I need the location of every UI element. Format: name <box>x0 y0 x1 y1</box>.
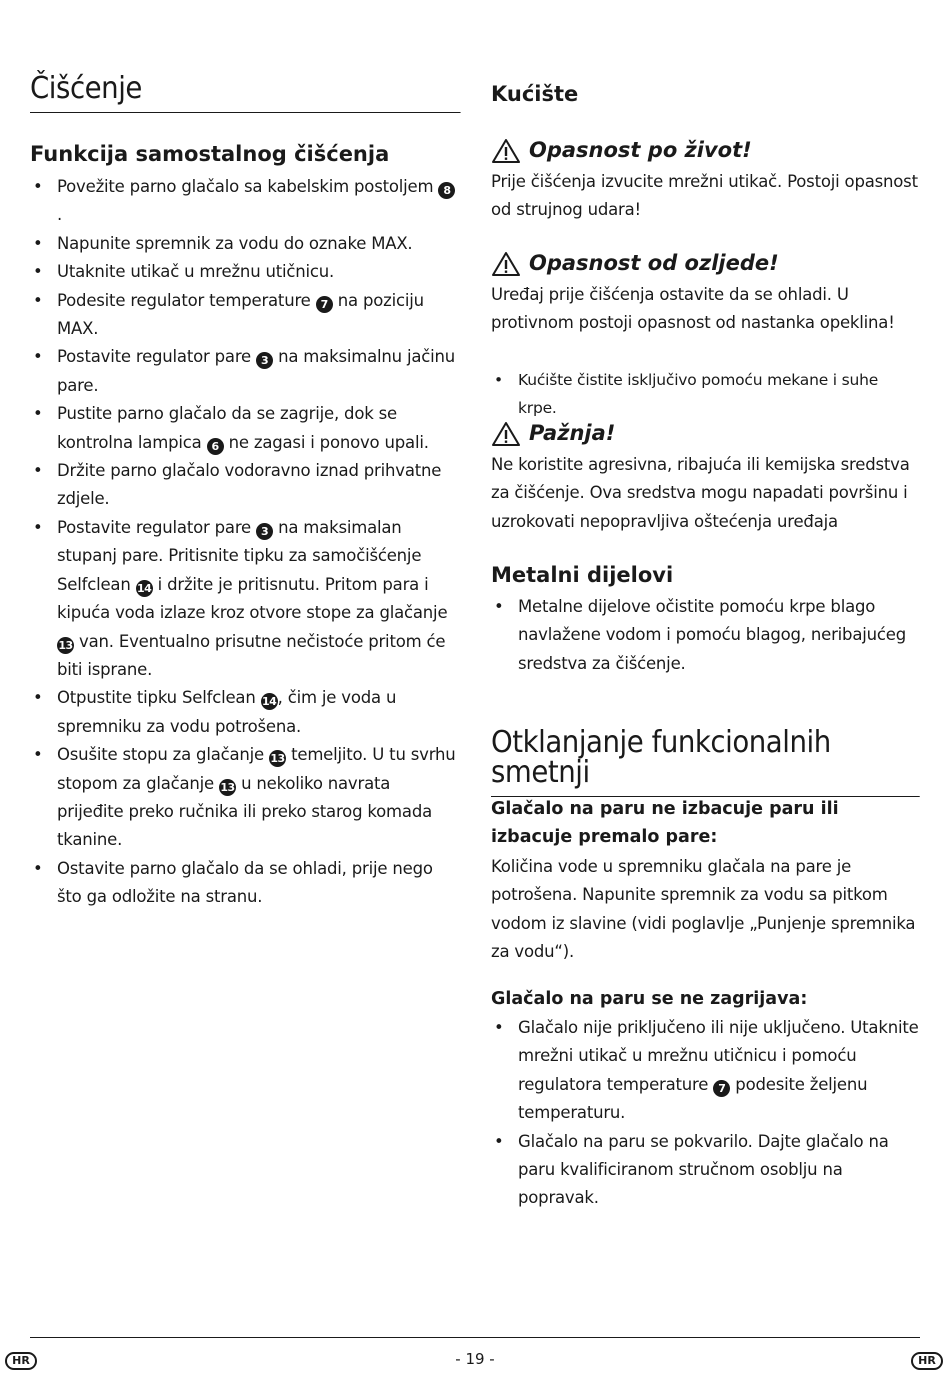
self-cleaning-list <box>30 173 458 912</box>
bullet: • <box>33 177 43 196</box>
list-item: • Glačalo na paru se pokvarilo. Dajte glačalo na paru kvalificiranom stručnom osoblju na popravak. <box>491 1128 920 1213</box>
list-item: • Utaknite utikač u mrežnu utičnicu. <box>30 258 458 286</box>
footer-divider <box>30 1337 920 1338</box>
language-badge-right: HR <box>911 1352 943 1370</box>
caution-text: Ne koristite agresivna, ribajuća ili kemijska sredstva za čišćenje. Ova sredstva mogu napadati površinu i uzrokovati nepopravljiva oštećenja uređaja <box>491 455 910 531</box>
problem-text-no-steam: Količina vode u spremniku glačala na pare je potrošena. Napunite spremnik za vodu sa pitkom vodom iz slavine (vidi poglavlje „Punjenje spremnika za vodu“). <box>491 857 916 962</box>
bullet: • <box>33 858 43 878</box>
bullet: • <box>33 688 43 708</box>
bullet: • <box>33 262 43 282</box>
warning-triangle-icon <box>491 421 521 447</box>
warning-triangle-icon <box>491 251 521 277</box>
part-number-badge: 7 <box>316 296 333 313</box>
list-item: • Metalne dijelove očistite pomoću krpe blago navlažene vodom i pomoću blagog, neribajućeg sredstva za čišćenje. <box>491 593 920 678</box>
warning-title: Pažnja! <box>529 421 616 446</box>
warning-danger-life <box>491 138 752 164</box>
list-item: • Postavite regulator pare 3 na maksimalan stupanj pare. Pritisnite tipku za samočišćenje Selfclean 14 i držite je pritisnutu. Pritom para i kipuća voda izlaze kroz otvore stope za glačanje 13 van. Eventualno prisutne nečistoće pritom će biti isprane. <box>30 514 458 684</box>
part-number-badge: 13 <box>220 780 235 794</box>
language-badge-left: HR <box>5 1352 37 1370</box>
list-item: • Glačalo nije priključeno ili nije uključeno. Utaknite mrežni utikač u mrežnu utičnicu i pomoću regulatora temperature 7 podesite željenu temperaturu. <box>491 1014 920 1128</box>
section-title-metal-parts: Metalni dijelovi <box>491 563 674 587</box>
bullet: • <box>33 404 43 424</box>
part-number-badge: 8 <box>438 182 455 199</box>
list-item: • Osušite stopu za glačanje 13 temeljito. U tu svrhu stopom za glačanje 13 u nekoliko navrata prijeđite preko ručnika ili preko starog komada tkanine. <box>30 741 458 855</box>
part-number-badge: 13 <box>270 752 285 766</box>
warning-text: Prije čišćenja izvucite mrežni utikač. Postoji opasnost od strujnog udara! <box>491 172 918 220</box>
bullet: • <box>33 347 43 367</box>
metal-parts-list <box>491 593 920 678</box>
part-number-badge: 13 <box>58 638 73 652</box>
section-title-self-cleaning: Funkcija samostalnog čišćenja <box>30 142 390 166</box>
chapter-title-cleaning: Čišćenje <box>30 74 461 113</box>
list-item: • Napunite spremnik za vodu do oznake MAX. <box>30 230 458 258</box>
part-number-badge: 7 <box>713 1080 730 1097</box>
part-number-badge: 3 <box>256 523 273 540</box>
list-item: • Postavite regulator pare 3 na maksimalnu jačinu pare. <box>30 343 458 400</box>
bullet: • <box>494 1018 504 1037</box>
list-item: • Pustite parno glačalo da se zagrije, dok se kontrolna lampica 6 ne zagasi i ponovo upali. <box>30 400 458 457</box>
warning-title: Opasnost od ozljede! <box>529 251 779 276</box>
list-item: • Podesite regulator temperature 7 na poziciju MAX. <box>30 287 458 344</box>
part-number-badge: 6 <box>207 438 224 455</box>
list-item: • Povežite parno glačalo sa kabelskim postoljem 8. <box>30 173 458 230</box>
housing-list <box>491 366 920 423</box>
bullet: • <box>33 233 43 253</box>
warning-danger-injury <box>491 251 779 277</box>
no-heat-list <box>491 1014 920 1213</box>
bullet: • <box>33 745 43 765</box>
warning-caution <box>491 421 615 447</box>
section-title-housing: Kućište <box>491 82 579 106</box>
warning-triangle-icon <box>491 138 521 164</box>
list-item: • Otpustite tipku Selfclean 14, čim je voda u spremniku za vodu potrošena. <box>30 684 458 741</box>
list-item: • Kućište čistite isključivo pomoću mekane i suhe krpe. <box>491 366 920 423</box>
list-item: • Ostavite parno glačalo da se ohladi, prije nego što ga odložite na stranu. <box>30 855 458 912</box>
part-number-badge: 14 <box>261 695 277 709</box>
page-number: - 19 - <box>455 1350 495 1368</box>
bullet: • <box>494 1131 504 1151</box>
bullet: • <box>33 461 43 481</box>
bullet: • <box>494 371 503 389</box>
chapter-title-troubleshooting: Otklanjanje funkcionalnih smetnji <box>491 728 920 797</box>
problem-title-no-heat: Glačalo na paru se ne zagrijava: <box>491 989 808 1009</box>
bullet: • <box>33 517 43 537</box>
list-item: • Držite parno glačalo vodoravno iznad prihvatne zdjele. <box>30 457 458 514</box>
part-number-badge: 3 <box>256 352 273 369</box>
bullet: • <box>33 290 43 310</box>
bullet: • <box>494 597 504 616</box>
problem-title-no-steam: Glačalo na paru ne izbacuje paru ili izbacuje premalo pare: <box>491 799 839 847</box>
part-number-badge: 14 <box>136 581 152 595</box>
warning-title: Opasnost po život! <box>529 138 752 163</box>
warning-text: Uređaj prije čišćenja ostavite da se ohladi. U protivnom postoji opasnost od nastanka opeklina! <box>491 285 895 333</box>
